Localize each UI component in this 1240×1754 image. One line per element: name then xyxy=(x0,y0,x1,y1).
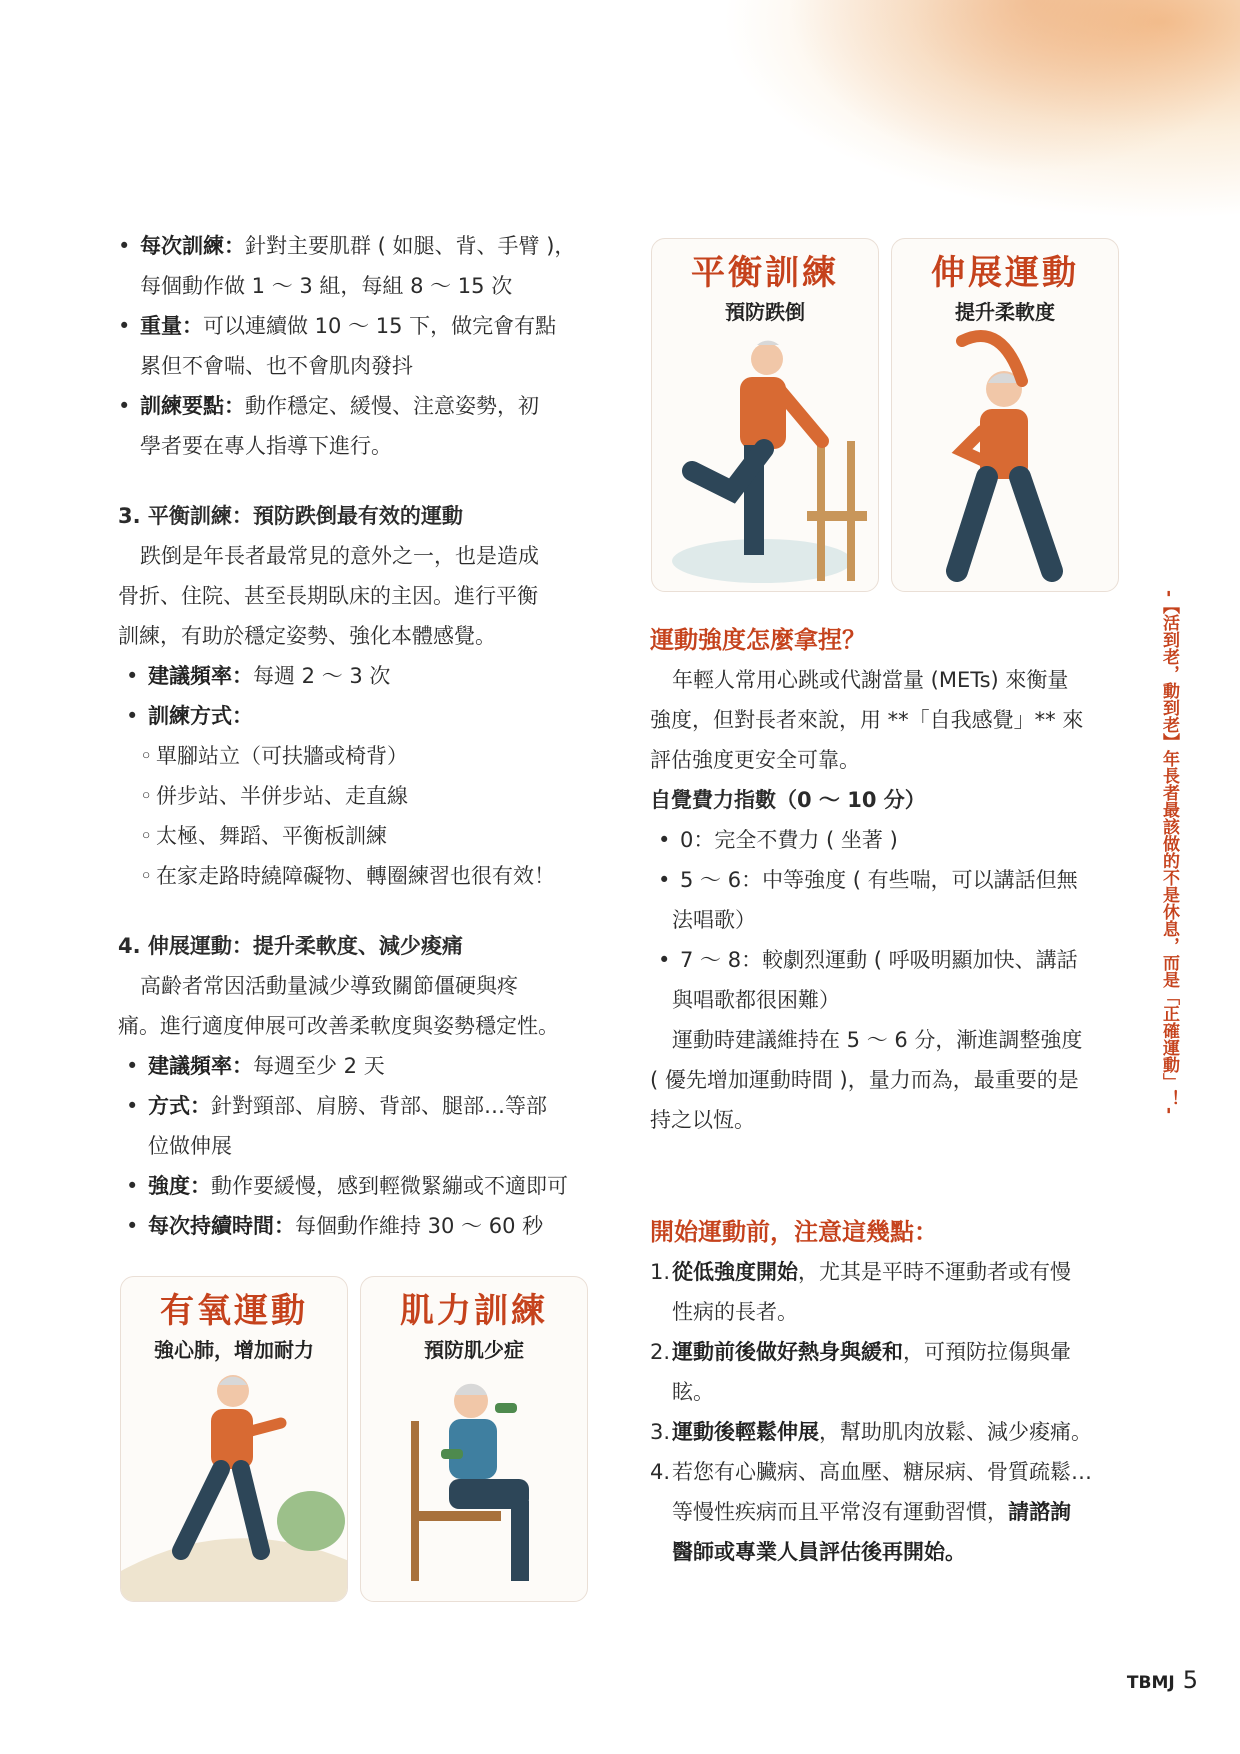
sub-list-item: ◦ 單腳站立（可扶牆或椅背） xyxy=(140,744,408,768)
list-item: • 強度：動作要緩慢，感到輕微緊繃或不適即可 xyxy=(118,1166,598,1206)
bullet-icon: • xyxy=(126,1054,139,1078)
card-title: 肌力訓練 xyxy=(400,1291,548,1331)
paragraph: 訓練，有助於穩定姿勢、強化本體感覺。 xyxy=(118,624,496,648)
list-item: • 建議頻率：每週至少 2 天 xyxy=(118,1046,598,1086)
numbered-item: 2. 運動前後做好熱身與緩和，可預防拉傷與暈 xyxy=(650,1340,1071,1364)
right-column xyxy=(650,620,1130,1572)
bullet-icon: • xyxy=(658,828,671,852)
section-heading-intensity: 運動強度怎麼拿捏？ xyxy=(650,625,866,654)
journal-name: TBMJ xyxy=(1126,1673,1175,1693)
list-item-continuation: 醫師或專業人員評估後再開始。 xyxy=(672,1540,966,1564)
page-number: 5 xyxy=(1182,1666,1198,1694)
card-title: 伸展運動 xyxy=(931,253,1079,293)
bullet-icon: • xyxy=(118,234,131,258)
list-item: • 5 ～ 6：中等強度 ( 有些喘，可以講話但無 xyxy=(650,860,1130,900)
list-item: • 方式：針對頸部、肩膀、背部、腿部…等部 xyxy=(118,1086,598,1126)
section-heading-stretch: 4. 伸展運動：提升柔軟度、減少痠痛 xyxy=(118,934,463,958)
card-title: 有氧運動 xyxy=(160,1291,308,1331)
scale-heading: 自覺費力指數（0 ～ 10 分） xyxy=(650,788,926,812)
bullet-icon: • xyxy=(118,314,131,338)
bullet-icon: • xyxy=(658,948,671,972)
list-item-continuation: 法唱歌） xyxy=(672,908,756,932)
card-title: 平衡訓練 xyxy=(691,253,839,293)
card-balance xyxy=(651,238,879,592)
list-item: • 每次持續時間：每個動作維持 30 ～ 60 秒 xyxy=(118,1206,598,1246)
balance-illustration xyxy=(652,321,879,591)
list-item: • 訓練方式： xyxy=(118,696,598,736)
paragraph: 運動時建議維持在 5 ～ 6 分，漸進調整強度 xyxy=(672,1028,1083,1052)
list-item: • 每次訓練：針對主要肌群 ( 如腿、背、手臂 )， xyxy=(118,226,598,266)
paragraph: 評估強度更安全可靠。 xyxy=(650,748,860,772)
sub-list-item: ◦ 併步站、半併步站、走直線 xyxy=(140,784,408,808)
paragraph: ( 優先增加運動時間 )，量力而為，最重要的是 xyxy=(650,1068,1079,1092)
bullet-icon: • xyxy=(126,1094,139,1118)
paragraph: 痛。進行適度伸展可改善柔軟度與姿勢穩定性。 xyxy=(118,1014,559,1038)
paragraph: 年輕人常用心跳或代謝當量 (METs) 來衡量 xyxy=(672,668,1069,692)
bullet-icon: • xyxy=(658,868,671,892)
sub-list-item: ◦ 太極、舞蹈、平衡板訓練 xyxy=(140,824,387,848)
aerobic-illustration xyxy=(121,1361,348,1601)
bullet-icon: • xyxy=(126,1214,139,1238)
card-subtitle: 預防肌少症 xyxy=(424,1338,524,1362)
sub-list-item: ◦ 在家走路時繞障礙物、轉圈練習也很有效！ xyxy=(140,864,555,888)
list-item-continuation: 性病的長者。 xyxy=(672,1300,798,1324)
list-item-continuation: 累但不會喘、也不會肌肉發抖 xyxy=(140,354,413,378)
card-stretch xyxy=(891,238,1119,592)
list-item-continuation: 學者要在專人指導下進行。 xyxy=(140,434,392,458)
bullet-icon: • xyxy=(126,704,139,728)
paragraph: 強度，但對長者來說，用 **「自我感覺」** 來 xyxy=(650,708,1084,732)
list-item: • 訓練要點：動作穩定、緩慢、注意姿勢，初 xyxy=(118,386,598,426)
list-item-continuation: 眩。 xyxy=(672,1380,714,1404)
autumn-leaves-decoration xyxy=(720,0,1240,220)
muscle-illustration xyxy=(361,1361,588,1601)
numbered-item: 3. 運動後輕鬆伸展，幫助肌肉放鬆、減少痠痛。 xyxy=(650,1420,1092,1444)
paragraph: 高齡者常因活動量減少導致關節僵硬與疼 xyxy=(140,974,518,998)
numbered-item: 4. 若您有心臟病、高血壓、糖尿病、骨質疏鬆… xyxy=(650,1460,1092,1484)
list-item: • 建議頻率：每週 2 ～ 3 次 xyxy=(118,656,598,696)
card-subtitle: 預防跌倒 xyxy=(725,300,805,324)
card-muscle xyxy=(360,1276,588,1602)
card-subtitle: 提升柔軟度 xyxy=(955,300,1055,324)
bullet-icon: • xyxy=(126,664,139,688)
numbered-item: 1. 從低強度開始，尤其是平時不運動者或有慢 xyxy=(650,1260,1071,1284)
list-item: • 0：完全不費力 ( 坐著 ) xyxy=(650,820,1130,860)
list-item-continuation: 等慢性疾病而且平常沒有運動習慣，請諮詢 xyxy=(672,1500,1071,1524)
footer xyxy=(1127,1666,1198,1694)
card-subtitle: 強心肺，增加耐力 xyxy=(154,1338,314,1362)
side-title: -【活到老，動到老】年長者最該做的不是休息，而是「正確運動」！- xyxy=(1159,590,1179,1115)
list-item-continuation: 與唱歌都很困難） xyxy=(672,988,840,1012)
paragraph: 持之以恆。 xyxy=(650,1108,755,1132)
card-aerobic xyxy=(120,1276,348,1602)
list-item-continuation: 位做伸展 xyxy=(148,1134,232,1158)
paragraph: 跌倒是年長者最常見的意外之一，也是造成 xyxy=(140,544,539,568)
bullet-icon: • xyxy=(126,1174,139,1198)
stretch-illustration xyxy=(892,321,1119,591)
section-heading-before: 開始運動前，注意這幾點： xyxy=(650,1217,938,1246)
list-item: • 7 ～ 8：較劇烈運動 ( 呼吸明顯加快、講話 xyxy=(650,940,1130,980)
list-item-continuation: 每個動作做 1 ～ 3 組，每組 8 ～ 15 次 xyxy=(140,274,513,298)
bullet-icon: • xyxy=(118,394,131,418)
left-column xyxy=(118,226,598,1246)
section-heading-balance: 3. 平衡訓練：預防跌倒最有效的運動 xyxy=(118,504,463,528)
paragraph: 骨折、住院、甚至長期臥床的主因。進行平衡 xyxy=(118,584,538,608)
list-item: • 重量：可以連續做 10 ～ 15 下，做完會有點 xyxy=(118,306,598,346)
